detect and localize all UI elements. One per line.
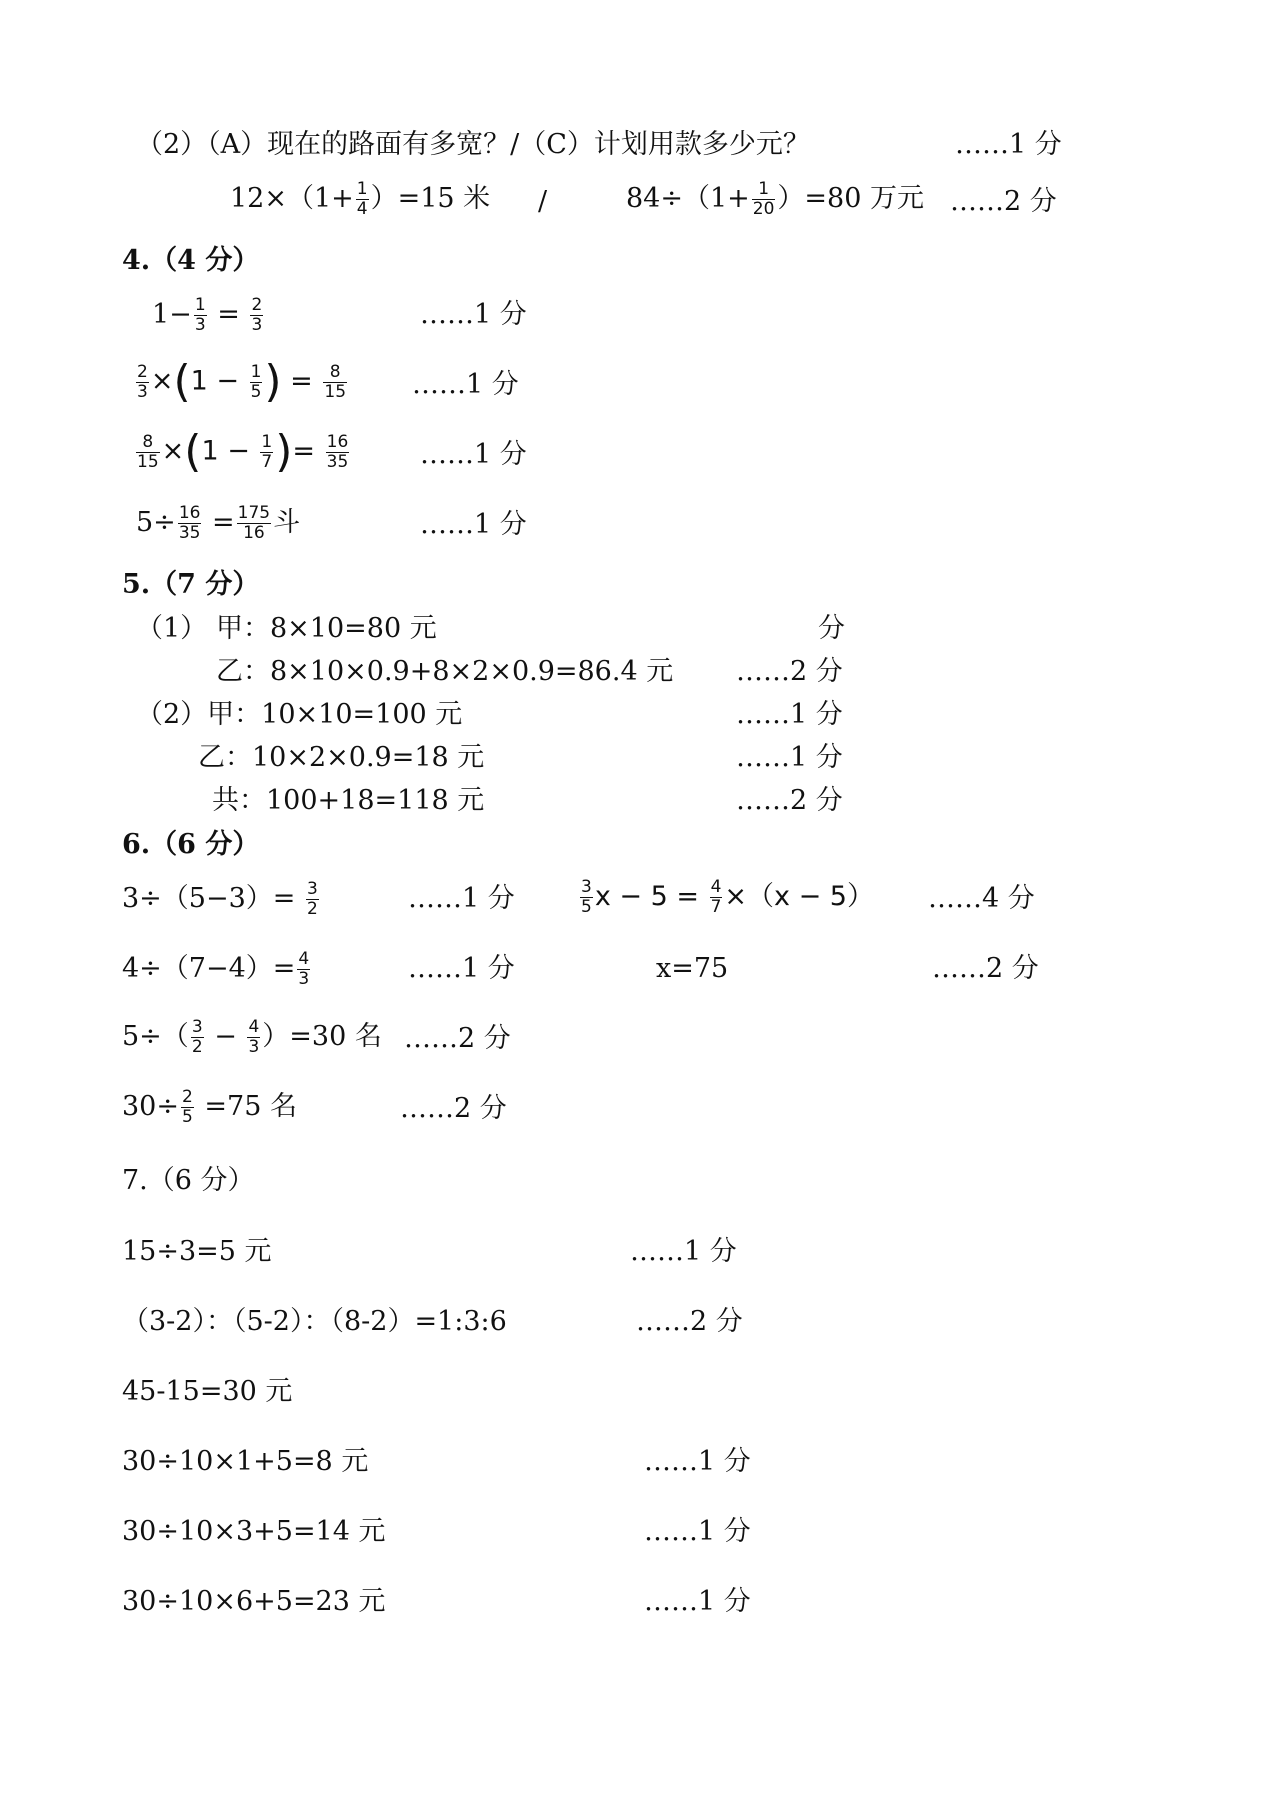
- sec4-row2: $\frac{2}{3}$ ×(1 − $\frac{1}{5}$ ) = $\frac{8}{15}$: [137, 356, 347, 407]
- sec7-line1: 15÷3=5 元: [122, 1236, 272, 1267]
- sec6-row4-score: ……2 分: [400, 1093, 507, 1124]
- sec4-row3-score: ……1 分: [420, 439, 527, 470]
- sec6-row1: 3÷（5−3）= $\frac{3}{2}$: [122, 879, 318, 919]
- sec4-row4: 5÷ $\frac{16}{35}$ = $\frac{175}{16}$ 斗: [136, 503, 301, 543]
- sec7-line4-score: ……1 分: [644, 1446, 751, 1477]
- sec6-row3-score: ……2 分: [404, 1023, 511, 1054]
- sec5-part1-label: （1）: [136, 613, 208, 644]
- fraction: $\frac{1}{4}$: [356, 179, 368, 219]
- sec7-line5: 30÷10×3+5=14 元: [122, 1516, 386, 1547]
- sec4-row1-score: ……1 分: [420, 299, 527, 330]
- sec5-part2-line1: （2）甲：10×10=100 元: [136, 699, 463, 730]
- sec6-row4: 30÷ $\frac{2}{5}$ =75 名: [122, 1087, 297, 1127]
- sec6-row1-score: ……1 分: [408, 883, 515, 914]
- sec4-row3: $\frac{8}{15}$ ×(1 − $\frac{1}{7}$ )= $\frac{16}{35}$: [137, 426, 349, 477]
- sec3-line1-score: ……1 分: [955, 129, 1062, 160]
- sec4-row4-score: ……1 分: [420, 509, 527, 540]
- sec7-line2-score: ……2 分: [636, 1306, 743, 1337]
- sec3-separator: /: [538, 186, 548, 217]
- sec7-line1-score: ……1 分: [630, 1236, 737, 1267]
- sec4-row1: 1− $\frac{1}{3}$ = $\frac{2}{3}$: [152, 295, 263, 335]
- sec6-equation-score: ……4 分: [928, 883, 1035, 914]
- sec6-equation: $\frac{3}{5}$ x − 5 = $\frac{4}{7}$ ×（x − 5）: [581, 877, 874, 917]
- sec7-line6: 30÷10×6+5=23 元: [122, 1586, 386, 1617]
- sec5-part1-line1: 甲：8×10=80 元: [216, 613, 437, 644]
- sec5-part2-line2-score: ……1 分: [736, 742, 843, 773]
- sec6-heading: 6.（6 分）: [122, 829, 260, 860]
- sec5-part1-line2-score: ……2 分: [736, 656, 843, 687]
- sec6-row2-score: ……1 分: [408, 953, 515, 984]
- sec6-row3: 5÷（ $\frac{3}{2}$ − $\frac{4}{3}$ ）=30 名: [122, 1017, 382, 1057]
- sec5-part2-line3-score: ……2 分: [736, 785, 843, 816]
- sec5-part2-line1-score: ……1 分: [736, 699, 843, 730]
- fraction: $\frac{1}{20}$: [752, 179, 775, 219]
- sec7-line3: 45-15=30 元: [122, 1376, 293, 1407]
- sec7-line6-score: ……1 分: [644, 1586, 751, 1617]
- sec5-part2-line2: 乙：10×2×0.9=18 元: [198, 742, 485, 773]
- sec5-part1-line1-score: 分: [818, 613, 845, 644]
- sec5-heading: 5.（7 分）: [122, 569, 260, 600]
- sec3-line2-score: ……2 分: [950, 186, 1057, 217]
- sec5-part1-line2: 乙：8×10×0.9+8×2×0.9=86.4 元: [216, 656, 674, 687]
- sec3-calc-c: 84÷（1+ $\frac{1}{20}$ ）=80 万元: [626, 179, 924, 219]
- sec3-question-line: （2）（A）现在的路面有多宽？/（C）计划用款多少元？: [136, 129, 810, 160]
- sec4-row2-score: ……1 分: [412, 369, 519, 400]
- sec3-calc-a: 12×（1+ $\frac{1}{4}$ ）=15 米: [230, 179, 491, 219]
- sec6-solution-score: ……2 分: [932, 953, 1039, 984]
- sec6-row2: 4÷（7−4）= $\frac{4}{3}$: [122, 949, 310, 989]
- sec7-line2: （3-2）：（5-2）：（8-2）=1:3:6: [122, 1306, 507, 1337]
- sec7-heading: 7.（6 分）: [122, 1165, 255, 1196]
- sec4-heading: 4.（4 分）: [122, 245, 260, 276]
- sec6-solution: x=75: [656, 953, 729, 984]
- sec7-line4: 30÷10×1+5=8 元: [122, 1446, 369, 1477]
- sec5-part2-line3: 共：100+18=118 元: [212, 785, 485, 816]
- sec7-line5-score: ……1 分: [644, 1516, 751, 1547]
